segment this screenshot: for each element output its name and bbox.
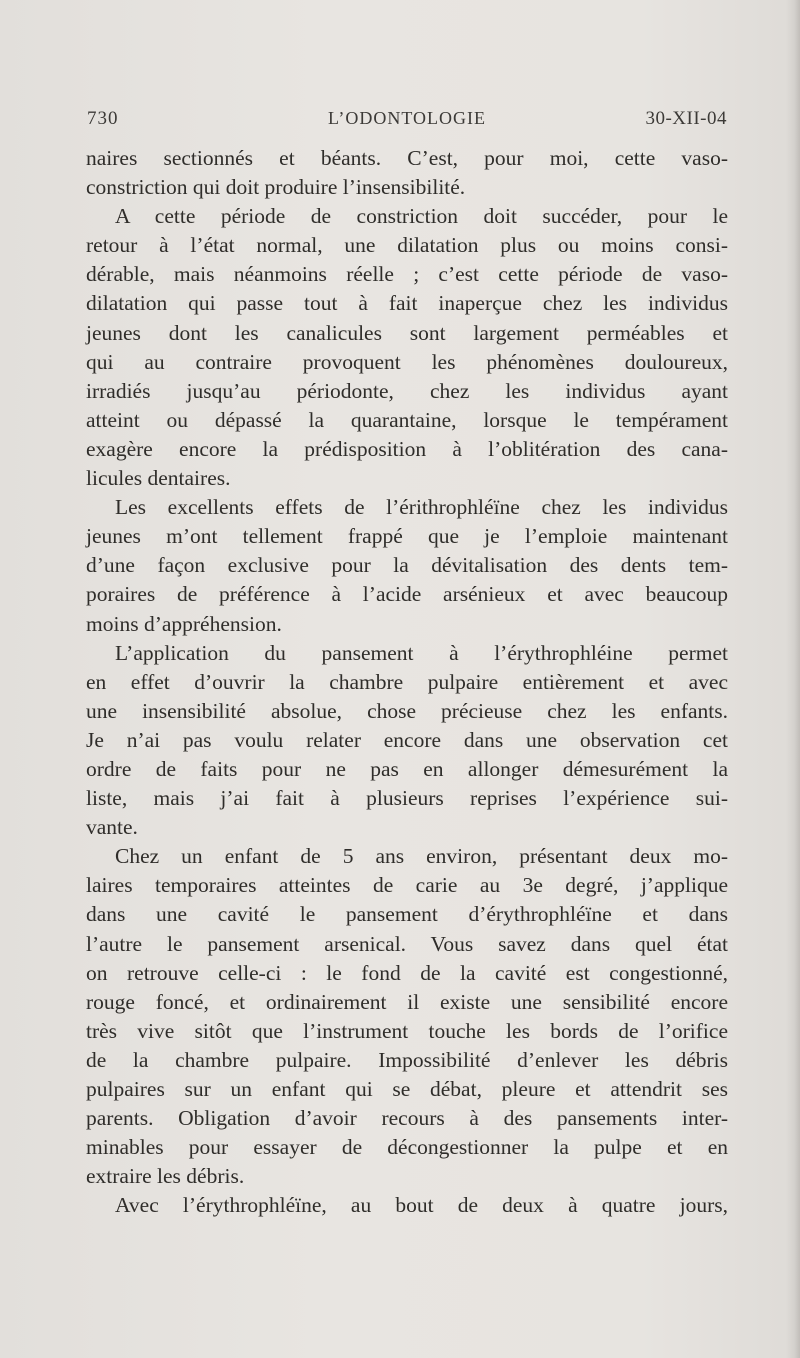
text-line: en effet d’ouvrir la chambre pulpaire entièrement et avec [86, 669, 728, 694]
text-line: extraire les débris. [86, 1164, 245, 1189]
text-line: on retrouve celle-ci : le fond de la cavité est congestionné, [86, 960, 728, 985]
text-line: moins d’appréhension. [86, 611, 282, 636]
text-line: d’une façon exclusive pour la dévitalisation des dents tem- [86, 553, 728, 578]
text-line: de la chambre pulpaire. Impossibilité d’enlever les débris [86, 1047, 728, 1072]
text-line: laires temporaires atteintes de carie au 3e degré, j’applique [86, 873, 728, 898]
page-edge-shadow [786, 0, 800, 1358]
running-header [87, 108, 727, 138]
text-line: Je n’ai pas voulu relater encore dans une observation cet [86, 727, 728, 752]
text-line: rouge foncé, et ordinairement il existe une sensibilité encore [86, 989, 728, 1014]
text-line: minables pour essayer de décongestionner la pulpe et en [86, 1135, 728, 1160]
text-line: jeunes dont les canalicules sont largement perméables et [86, 320, 728, 345]
text-line: Chez un enfant de 5 ans environ, présentant deux mo- [115, 844, 728, 869]
text-line: jeunes m’ont tellement frappé que je l’emploie maintenant [86, 524, 728, 549]
text-line: atteint ou dépassé la quarantaine, lorsque le tempérament [86, 407, 728, 432]
text-line: naires sectionnés et béants. C’est, pour moi, cette vaso- [86, 146, 728, 170]
text-line: Avec l’érythrophléïne, au bout de deux à quatre jours, [115, 1193, 728, 1218]
text-line: poraires de préférence à l’acide arsénieux et avec beaucoup [86, 582, 728, 607]
page-number: 730 [87, 108, 119, 129]
text-line: constriction qui doit produire l’insensibilité. [86, 175, 466, 200]
text-line: A cette période de constriction doit succéder, pour le [115, 204, 728, 229]
text-line: une insensibilité absolue, chose précieuse chez les enfants. [86, 698, 728, 723]
text-line: Les excellents effets de l’érithrophléïne chez les individus [115, 495, 728, 520]
text-line: pulpaires sur un enfant qui se débat, pleure et attendrit ses [86, 1077, 728, 1101]
text-line: exagère encore la prédisposition à l’oblitération des cana- [86, 436, 728, 461]
text-line: vante. [86, 815, 138, 840]
text-line: dérable, mais néanmoins réelle ; c’est cette période de vaso- [86, 262, 728, 287]
text-line: l’autre le pansement arsenical. Vous savez dans quel état [86, 931, 728, 956]
text-line: dans une cavité le pansement d’érythrophléïne et dans [86, 902, 728, 927]
text-line: irradiés jusqu’au périodonte, chez les individus ayant [86, 378, 728, 403]
text-line: licules dentaires. [86, 466, 231, 491]
text-line: dilatation qui passe tout à fait inaperçue chez les individus [86, 291, 728, 316]
text-line: L’application du pansement à l’érythrophléine permet [115, 640, 728, 665]
text-line: parents. Obligation d’avoir recours à des pansements inter- [86, 1106, 728, 1131]
running-title: L’ODONTOLOGIE [328, 108, 486, 128]
text-line: qui au contraire provoquent les phénomènes douloureux, [86, 349, 728, 374]
issue-date: 30-XII-04 [645, 108, 727, 129]
text-line: retour à l’état normal, une dilatation plus ou moins consi- [86, 233, 728, 258]
text-line: ordre de faits pour ne pas en allonger démesurément la [86, 756, 728, 781]
body-text [86, 144, 728, 1220]
text-line: liste, mais j’ai fait à plusieurs reprises l’expérience sui- [86, 786, 728, 811]
text-line: très vive sitôt que l’instrument touche les bords de l’orifice [86, 1018, 728, 1043]
